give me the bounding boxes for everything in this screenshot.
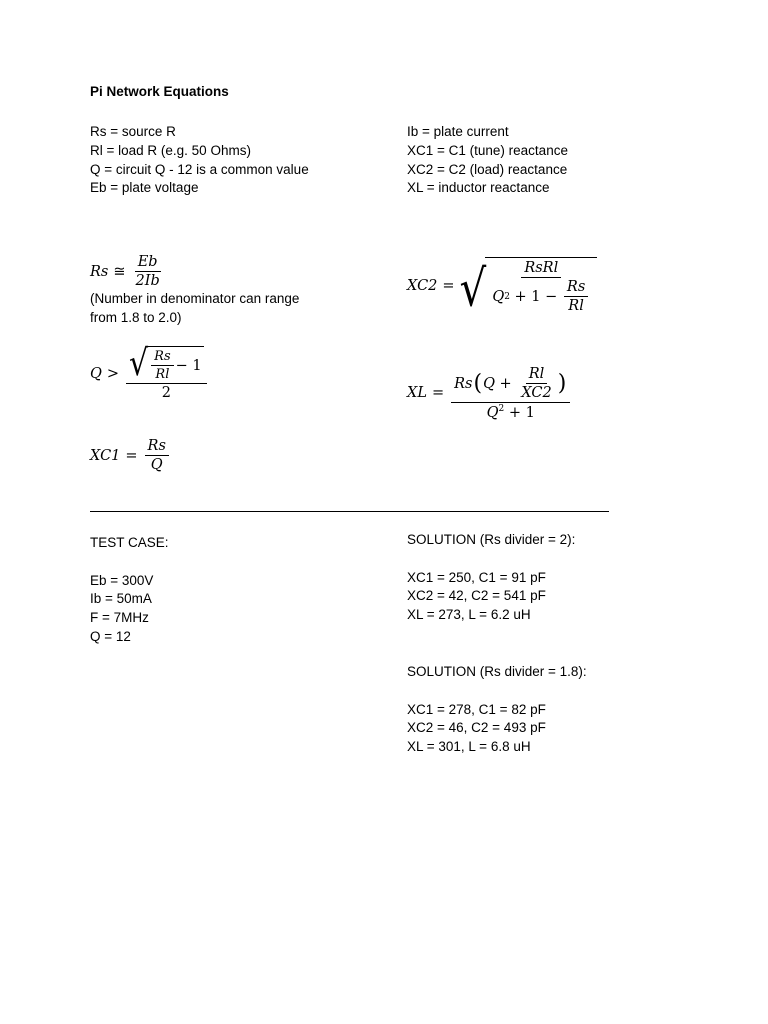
solution-divider-1-8 [407, 663, 587, 757]
solution-heading: SOLUTION (Rs divider = 2): [407, 532, 576, 547]
eq-xl-op: = [431, 385, 445, 402]
eq-rs-fraction [133, 254, 163, 289]
eq-q-op: > [106, 365, 120, 382]
definition-line: Eb = plate voltage [90, 180, 199, 196]
definition-line: Rs = source R [90, 124, 176, 139]
rs-note [90, 290, 299, 328]
sqrt-symbol: √ $\frac{Rs}{Rl}$ − 1 [129, 342, 202, 385]
eq-q-numerator [126, 342, 207, 385]
test-case-line: Ib = 50mA [90, 591, 152, 607]
eq-q-sqrt-numerator: Rs [151, 349, 173, 366]
eq-q-denominator: 2 [161, 385, 171, 401]
eq-q-lhs: Q [90, 365, 102, 382]
eq-xc2-numerator: RsRl [521, 260, 561, 278]
solution-line: XC2 = 46, C2 = 493 pF [407, 720, 546, 736]
note-line: from 1.8 to 2.0) [90, 309, 182, 325]
eq-rs-denominator: 2Ib [135, 273, 160, 289]
eq-xl-fraction [451, 366, 570, 421]
test-case-line: Eb = 300V [90, 572, 154, 588]
note-line: (Number in denominator can range [90, 291, 300, 306]
equation-rs [90, 254, 165, 289]
equation-xl [407, 366, 572, 421]
eq-xc1-fraction [145, 438, 169, 473]
eq-xl-denominator: $Q^2 + 1$ [486, 404, 535, 421]
eq-xc1-numerator: Rs [145, 438, 169, 456]
eq-xc1-lhs: XC1 [90, 447, 121, 464]
equation-q [90, 342, 209, 401]
eq-rs-numerator: Eb [135, 254, 161, 272]
test-case-line: Q = 12 [90, 628, 131, 644]
eq-rs-op: ≅ [113, 263, 126, 280]
definition-line: Rl = load R (e.g. 50 Ohms) [90, 142, 251, 158]
definition-line: Ib = plate current [407, 124, 509, 139]
equation-xc1 [90, 438, 171, 473]
document-title: Pi Network Equations [90, 84, 229, 99]
solution-heading: SOLUTION (Rs divider = 1.8): [407, 664, 587, 679]
solution-line: XL = 301, L = 6.8 uH [407, 739, 531, 755]
eq-rs-lhs: Rs [90, 263, 109, 280]
solution-divider-2 [407, 531, 575, 625]
eq-xc2-fraction [489, 260, 593, 314]
solution-line: XC1 = 278, C1 = 82 pF [407, 701, 546, 717]
eq-xc2-lhs: XC2 [407, 277, 438, 294]
definition-line: XC2 = C2 (load) reactance [407, 161, 568, 177]
solution-line: XC1 = 250, C1 = 91 pF [407, 569, 546, 585]
definition-line: XL = inductor reactance [407, 180, 550, 196]
eq-xc2-op: = [442, 277, 455, 294]
solution-line: XL = 273, L = 6.2 uH [407, 607, 531, 623]
eq-xl-lhs: XL [407, 385, 427, 402]
eq-xc1-op: = [125, 447, 138, 464]
section-divider [90, 511, 609, 512]
definition-line: Q = circuit Q - 12 is a common value [90, 161, 309, 177]
eq-xc1-denominator: Q [150, 457, 163, 473]
eq-xc2-denominator: Q 2 + 1 − $\frac{Rs}{Rl}$ [489, 278, 593, 314]
test-case-heading: TEST CASE: [90, 535, 169, 550]
test-case-line: F = 7MHz [90, 610, 149, 626]
eq-q-fraction [126, 342, 207, 401]
solution-line: XC2 = 42, C2 = 541 pF [407, 588, 546, 604]
test-case-section [90, 534, 169, 647]
definition-line: XC1 = C1 (tune) reactance [407, 142, 568, 158]
eq-q-minus-one: − 1 [175, 357, 202, 374]
eq-q-sqrt-denominator: Rl [155, 367, 170, 382]
equation-xc2 [407, 257, 597, 318]
definitions-left [90, 123, 309, 198]
sqrt-symbol: √ RsRl Q 2 + 1 − $\frac{Rs}{Rl}$ [460, 257, 598, 314]
eq-xl-numerator: Rs ( Q + $\frac{Rl}{XC2}$ ) [451, 366, 570, 403]
definitions-right [407, 123, 568, 198]
